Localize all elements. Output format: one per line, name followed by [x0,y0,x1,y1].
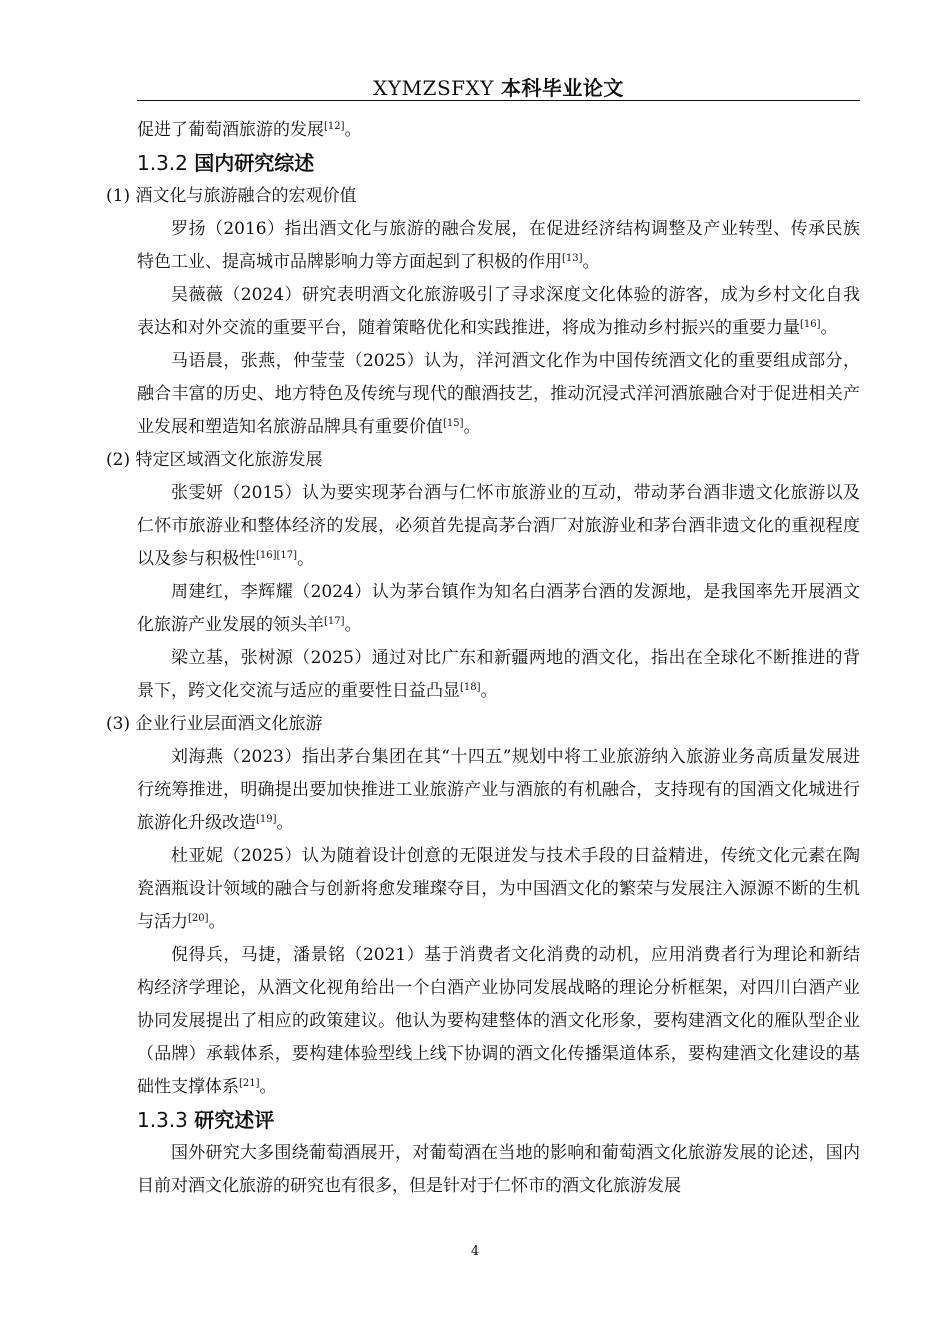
page-number: 4 [470,1244,480,1259]
citation[interactable]: [16][17] [256,550,298,561]
paragraph: 倪得兵，马捷，潘景铭（2021）基于消费者文化消费的动机，应用消费者行为理论和新结构经济学理论，从酒文化视角给出一个白酒产业协同发展战略的理论分析框架，对四川白酒产业协同发展提出了相应的政策建议。他认为要构建整体的酒文化形象，要构建酒文化的雁队型企业（品牌）承载体系，要构建体验型线上线下协调的酒文化传播渠道体系，要构建酒文化建设的基础性支撑体系[21]。 [137,945,860,1097]
running-header [137,72,860,100]
header-title: 本科毕业论文 [500,76,624,100]
paragraph: 张雯妍（2015）认为要实现茅台酒与仁怀市旅游业的互动，带动茅台酒非遗文化旅游以及仁怀市旅游业和整体经济的发展，必须首先提高茅台酒厂对旅游业和茅台酒非遗文化的重视程度以及参与积极性[16][17]。 [137,483,860,569]
paragraph: 国外研究大多围绕葡萄酒展开，对葡萄酒在当地的影响和葡萄酒文化旅游发展的论述，国内目前对酒文化旅游的研究也有很多，但是针对于仁怀市的酒文化旅游发展 [137,1143,860,1196]
section-heading: 1.3.2 国内研究综述 [137,151,315,175]
paragraph: 马语晨，张燕，仲莹莹（2025）认为，洋河酒文化作为中国传统酒文化的重要组成部分，融合丰富的历史、地方特色及传统与现代的酿酒技艺，推动沉浸式洋河酒旅融合对于促进相关产业发展和塑造知名旅游品牌具有重要价值[15]。 [137,351,860,437]
paragraph: 吴薇薇（2024）研究表明酒文化旅游吸引了寻求深度文化体验的游客，成为乡村文化自我表达和对外交流的重要平台，随着策略优化和实践推进，将成为推动乡村振兴的重要力量[16]。 [137,285,860,338]
citation[interactable]: [21] [239,1078,260,1089]
citation[interactable]: [17] [324,616,345,627]
paragraph: 周建红，李辉耀（2024）认为茅台镇作为知名白酒茅台酒的发源地，是我国率先开展酒文化旅游产业发展的领头羊[17]。 [137,582,860,635]
list-item: (1) 酒文化与旅游融合的宏观价值 [106,186,357,206]
citation[interactable]: [19] [256,814,277,825]
citation[interactable]: [16] [800,319,821,330]
header-rule [137,100,860,101]
paragraph: 刘海燕（2023）指出茅台集团在其“十四五”规划中将工业旅游纳入旅游业务高质量发展进行统筹推进，明确提出要加快推进工业旅游产业与酒旅的有机融合，支持现有的国酒文化城进行旅游化升级改造[19]。 [137,747,860,833]
paragraph: 促进了葡萄酒旅游的发展[12]。 [137,120,362,140]
paragraph: 梁立基，张树源（2025）通过对比广东和新疆两地的酒文化，指出在全球化不断推进的背景下，跨文化交流与适应的重要性日益凸显[18]。 [137,648,860,701]
paragraph: 杜亚妮（2025）认为随着设计创意的无限迸发与技术手段的日益精进，传统文化元素在陶瓷酒瓶设计领域的融合与创新将愈发璀璨夺目，为中国酒文化的繁荣与发展注入源源不断的生机与活力[20]。 [137,846,860,932]
section-heading: 1.3.3 研究述评 [137,1108,275,1132]
citation[interactable]: [12] [324,121,345,132]
list-item: (3) 企业行业层面酒文化旅游 [106,714,323,734]
citation[interactable]: [18] [460,682,481,693]
citation[interactable]: [15] [443,418,464,429]
document-body [106,114,860,1203]
header-latin: XYMZSFXY [373,76,494,100]
citation[interactable]: [13] [562,253,583,264]
list-item: (2) 特定区域酒文化旅游发展 [106,450,323,470]
citation[interactable]: [20] [188,913,209,924]
paragraph: 罗扬（2016）指出酒文化与旅游的融合发展，在促进经济结构调整及产业转型、传承民族特色工业、提高城市品牌影响力等方面起到了积极的作用[13]。 [137,219,860,272]
